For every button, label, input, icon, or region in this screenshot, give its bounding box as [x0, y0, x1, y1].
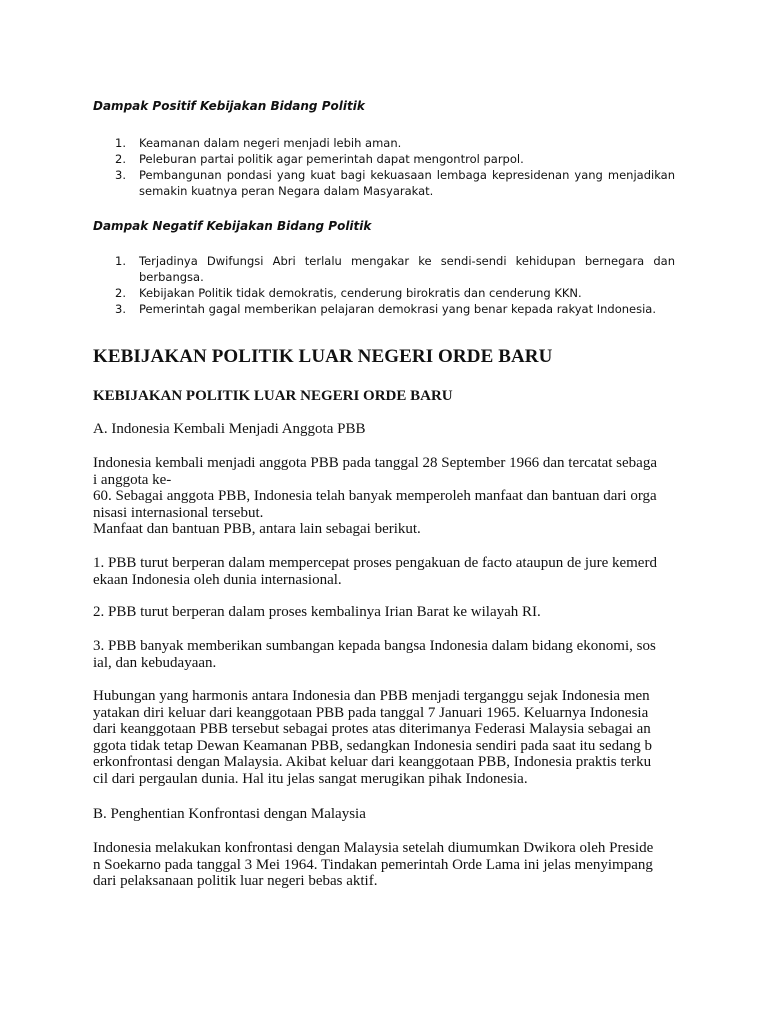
section-a-heading: A. Indonesia Kembali Menjadi Anggota PBB — [93, 421, 366, 437]
positif-list — [93, 135, 675, 199]
section-b-paragraph-1: Indonesia melakukan konfrontasi dengan Malaysia setelah diumumkan Dwikora oleh Preside n Soekarno pada tanggal 3 Mei 1964. Tindakan pemerintah Orde Lama ini jelas menyimpang dari pelaksanaan politik luar negeri bebas aktif. — [93, 840, 654, 890]
list-item: 3. Pemerintah gagal memberikan pelajaran demokrasi yang benar kepada rakyat Indonesia. — [115, 302, 657, 316]
list-item: 1. Terjadinya Dwifungsi Abri terlalu mengakar ke sendi-sendi kehidupan bernegara dan berbangsa. — [115, 254, 675, 284]
section-a-item-3: 3. PBB banyak memberikan sumbangan kepada bangsa Indonesia dalam bidang ekonomi, sos ial, dan kebudayaan. — [93, 638, 656, 671]
list-item: 2. Peleburan partai politik agar pemerintah dapat mengontrol parpol. — [115, 152, 524, 166]
section-a-item-1: 1. PBB turut berperan dalam mempercepat proses pengakuan de facto ataupun de jure kemerd ekaan Indonesia oleh dunia internasional. — [93, 555, 657, 588]
section-b-heading: B. Penghentian Konfrontasi dengan Malaysia — [93, 806, 366, 822]
main-title: KEBIJAKAN POLITIK LUAR NEGERI ORDE BARU — [93, 346, 553, 367]
section-a-item-2: 2. PBB turut berperan dalam proses kembalinya Irian Barat ke wilayah RI. — [93, 604, 541, 620]
negatif-list — [93, 253, 675, 317]
negatif-heading: Dampak Negatif Kebijakan Bidang Politik — [93, 219, 372, 233]
sub-title: KEBIJAKAN POLITIK LUAR NEGERI ORDE BARU — [93, 388, 453, 404]
section-a-paragraph-2: Hubungan yang harmonis antara Indonesia dan PBB menjadi terganggu sejak Indonesia men yatakan diri keluar dari keanggotaan PBB pada tanggal 7 Januari 1965. Keluarnya Indonesia dari keanggotaan PBB tersebut sebagai protes atas diterimanya Federasi Malaysia sebagai an ggota tidak tetap Dewan Keamanan PBB, sedangkan Indonesia sendiri pada saat itu sedang b erkonfrontasi dengan Malaysia. Akibat keluar dari keanggotaan PBB, Indonesia praktis terku cil dari pergaulan dunia. Hal itu jelas sangat merugikan pihak Indonesia. — [93, 688, 653, 787]
section-a-paragraph-1: Indonesia kembali menjadi anggota PBB pada tanggal 28 September 1966 dan tercatat sebaga i anggota ke- 60. Sebagai anggota PBB, Indonesia telah banyak memperoleh manfaat dan bantuan dari orga nisasi internasional tersebut. Manfaat dan bantuan PBB, antara lain sebagai berikut. — [93, 455, 657, 538]
positif-heading: Dampak Positif Kebijakan Bidang Politik — [93, 99, 365, 113]
list-item: 1. Keamanan dalam negeri menjadi lebih aman. — [115, 136, 402, 150]
list-item: 3. Pembangunan pondasi yang kuat bagi kekuasaan lembaga kepresidenan yang menjadikan semakin kuatnya peran Negara dalam Masyarakat. — [115, 168, 675, 198]
list-item: 2. Kebijakan Politik tidak demokratis, cenderung birokratis dan cenderung KKN. — [115, 286, 582, 300]
